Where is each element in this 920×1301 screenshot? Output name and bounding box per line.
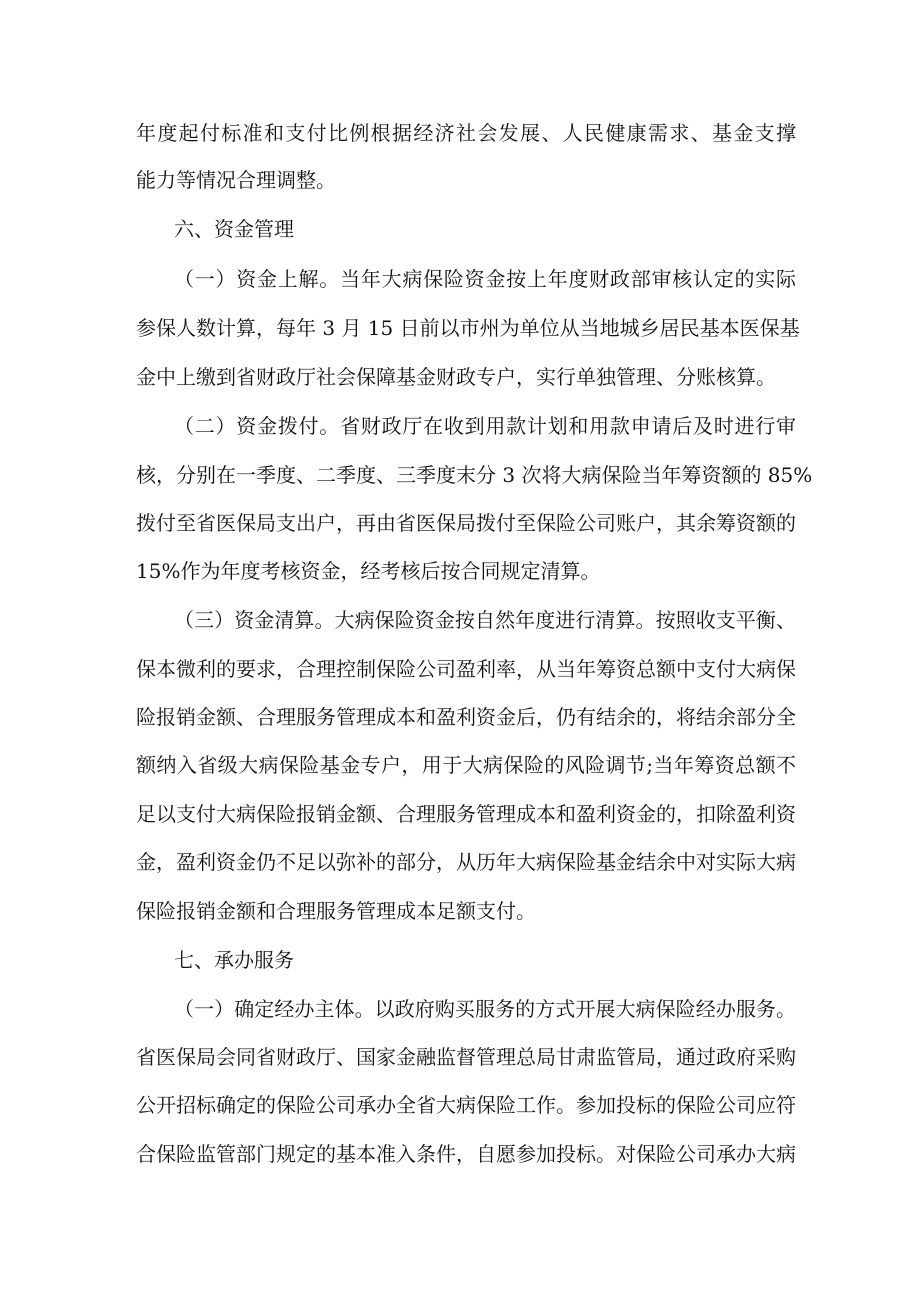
paragraph-line: 能力等情况合理调整。 bbox=[136, 168, 336, 192]
paragraph-line: 保险报销金额和合理服务管理成本足额支付。 bbox=[136, 899, 536, 923]
paragraph-line: 省医保局会同省财政厅、国家金融监督管理总局甘肃监管局，通过政府采购 bbox=[136, 1045, 796, 1069]
paragraph-line: 额纳入省级大病保险基金专户，用于大病保险的风险调节;当年筹资总额不 bbox=[136, 753, 796, 777]
paragraph-line: （一）确定经办主体。以政府购买服务的方式开展大病保险经办服务。 bbox=[174, 997, 796, 1021]
paragraph-line: 保本微利的要求，合理控制保险公司盈利率，从当年筹资总额中支付大病保 bbox=[136, 657, 796, 681]
paragraph-line: 合保险监管部门规定的基本准入条件，自愿参加投标。对保险公司承办大病 bbox=[136, 1142, 796, 1166]
paragraph-line: 金中上缴到省财政厅社会保障基金财政专户，实行单独管理、分账核算。 bbox=[136, 365, 776, 389]
paragraph-line: 参保人数计算，每年 3 月 15 日前以市州为单位从当地城乡居民基本医保基 bbox=[136, 316, 800, 340]
section-heading: 七、承办服务 bbox=[174, 948, 294, 972]
paragraph-line: 金，盈利资金仍不足以弥补的部分，从历年大病保险基金结余中对实际大病 bbox=[136, 850, 796, 874]
paragraph-line: 年度起付标准和支付比例根据经济社会发展、人民健康需求、基金支撑 bbox=[136, 121, 796, 145]
paragraph-line: 足以支付大病保险报销金额、合理服务管理成本和盈利资金的，扣除盈利资 bbox=[136, 802, 796, 826]
paragraph-line: （三）资金清算。大病保险资金按自然年度进行清算。按照收支平衡、 bbox=[174, 608, 796, 632]
paragraph-line: 拨付至省医保局支出户，再由省医保局拨付至保险公司账户，其余筹资额的 bbox=[136, 511, 796, 535]
paragraph-line: 15%作为年度考核资金，经考核后按合同规定清算。 bbox=[136, 559, 601, 583]
paragraph-line: 险报销金额、合理服务管理成本和盈利资金后，仍有结余的，将结余部分全 bbox=[136, 705, 796, 729]
paragraph-line: （一）资金上解。当年大病保险资金按上年度财政部审核认定的实际 bbox=[174, 267, 796, 291]
paragraph-line: （二）资金拨付。省财政厅在收到用款计划和用款申请后及时进行审 bbox=[174, 414, 796, 438]
section-heading: 六、资金管理 bbox=[174, 217, 294, 241]
paragraph-line: 核，分别在一季度、二季度、三季度末分 3 次将大病保险当年筹资额的 85% bbox=[136, 463, 813, 487]
paragraph-line: 公开招标确定的保险公司承办全省大病保险工作。参加投标的保险公司应符 bbox=[136, 1093, 796, 1117]
